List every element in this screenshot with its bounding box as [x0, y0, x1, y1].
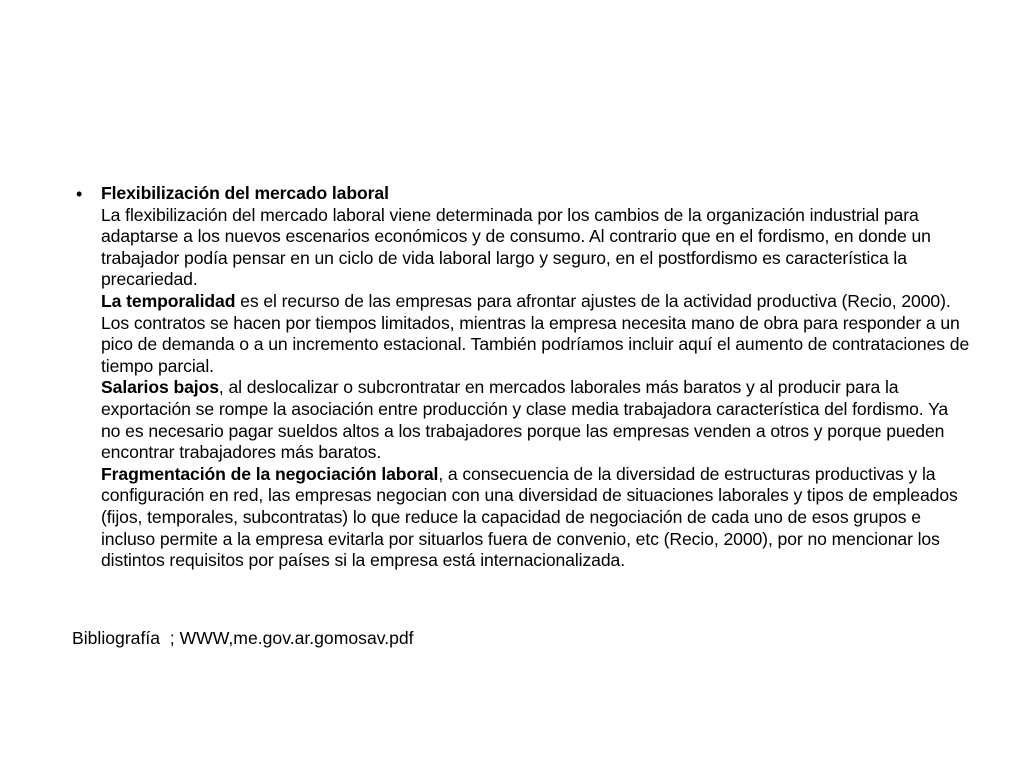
salarios-term: Salarios bajos — [101, 377, 219, 398]
bibliography-line: Bibliografía ; WWW,me.gov.ar.gomosav.pdf — [72, 628, 414, 648]
bullet-body — [101, 183, 971, 572]
temporalidad-term: La temporalidad — [101, 290, 236, 311]
intro-paragraph: La flexibilización del mercado laboral viene determinada por los cambios de la organización industrial para adaptarse a los nuevos escenarios económicos y de consumo. Al contrario que en el fordismo, en donde un trabajador podía pensar en un ciclo de vida laboral largo y seguro, en el postfordismo es característica la precariedad. — [101, 204, 931, 290]
fragmentacion-paragraph — [101, 464, 971, 572]
salarios-text: , al deslocalizar o subcrontratar en mercados laborales más baratos y al producir para la exportación se rompe la asociación entre producción y clase media trabajadora característica del fordismo. Ya no es necesario pagar sueldos altos a los trabajadores porque las empresas venden a otros y porque pueden encontrar trabajadores más baratos. — [101, 377, 949, 463]
fragmentacion-text: , a consecuencia de la diversidad de estructuras productivas y la configuración en red, las empresas negocian con una diversidad de situaciones laborales y tipos de empleados (fijos, temporales, subcontratas) lo que reduce la capacidad de negociación de cada uno de esos grupos e incluso permite a la empresa evitarla por situarlos fuera de convenio, etc (Recio, 2000), por no mencionar los distintos requisitos por países si la empresa está internacionalizada. — [101, 463, 958, 571]
bullet-marker: • — [76, 184, 83, 204]
fragmentacion-term: Fragmentación de la negociación laboral — [101, 463, 439, 484]
temporalidad-text: es el recurso de las empresas para afrontar ajustes de la actividad productiva (Recio, 2000). Los contratos se hacen por tiempos limitados, mientras la empresa necesita mano de obra para responder a un pico de demanda o a un incremento estacional. También podríamos incluir aquí el aumento de contrataciones de tiempo parcial. — [101, 290, 970, 376]
salarios-paragraph — [101, 377, 971, 463]
slide-heading: Flexibilización del mercado laboral — [101, 183, 389, 203]
temporalidad-paragraph — [101, 291, 971, 377]
